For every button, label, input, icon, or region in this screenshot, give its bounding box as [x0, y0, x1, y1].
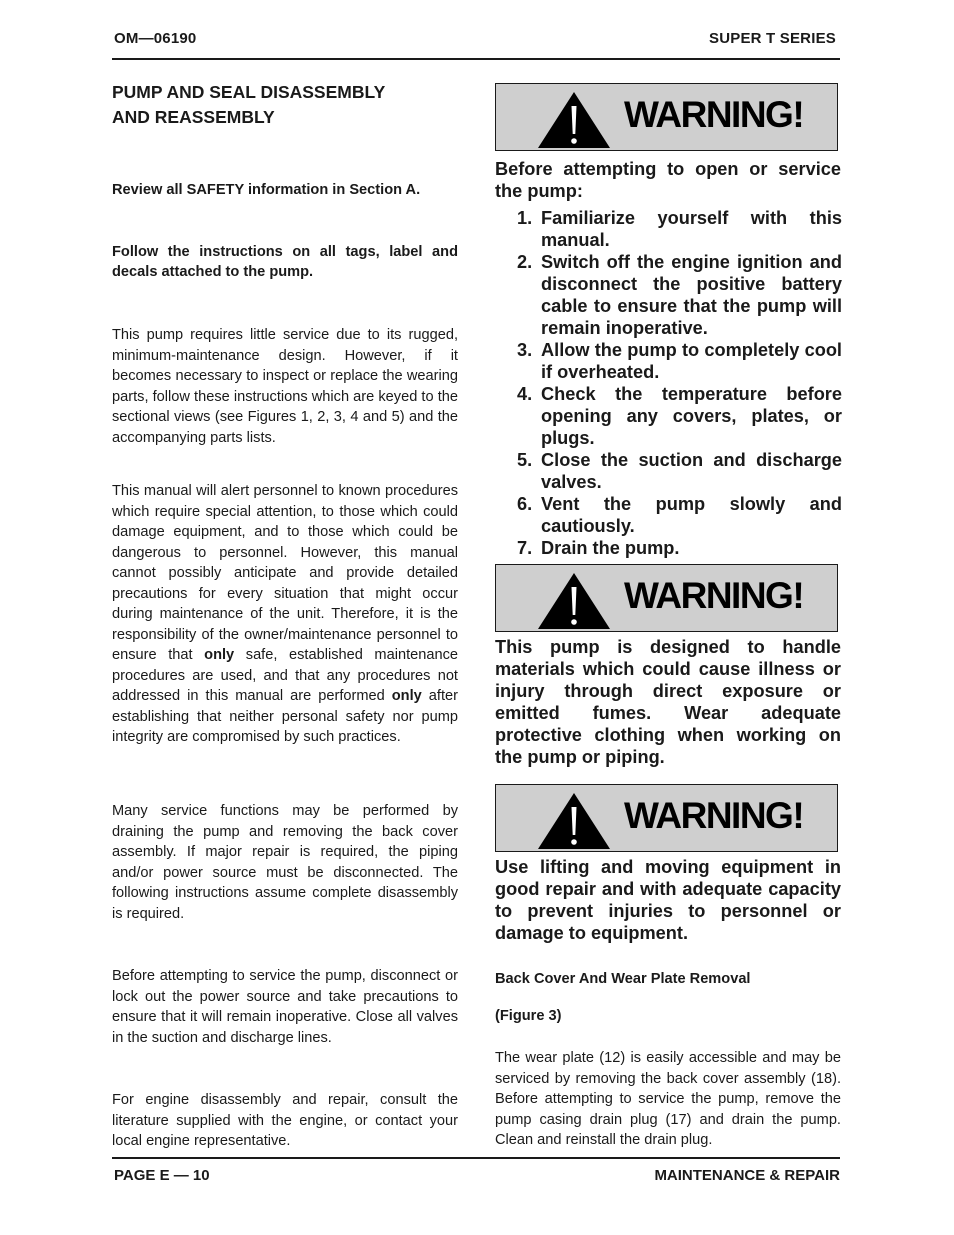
alert-emphasis-1: only	[204, 647, 235, 663]
warning-label: WARNING!	[624, 94, 804, 135]
power-source-paragraph: Before attempting to service the pump, disconnect or lock out the power source and take precautions to ensure that it will remain inoperative. Close all valves in the suction and discharge lines.	[112, 968, 458, 1046]
step-number: 5.	[517, 450, 533, 470]
step-text: Close the suction and discharge valves.	[541, 450, 842, 492]
section-title-line2: AND REASSEMBLY	[112, 107, 275, 127]
list-item	[517, 207, 842, 251]
page-number: PAGE E — 10	[114, 1167, 210, 1184]
warning-box-3	[495, 784, 838, 852]
step-number: 3.	[517, 340, 533, 360]
warning-triangle-icon	[536, 90, 612, 150]
alert-emphasis-2: only	[391, 688, 422, 704]
service-functions-paragraph: Many service functions may be performed by draining the pump and removing the back cover assembly. If major repair is required, the piping and/or power source must be disconnected. The following instructions assume complete disassembly is required.	[112, 803, 458, 922]
list-item	[517, 449, 842, 493]
warning-box-1	[495, 83, 838, 151]
warning-3-text: Use lifting and moving equipment in good repair and with adequate capacity to prevent injuries to personnel or damage to equipment.	[495, 857, 841, 943]
step-text: Switch off the engine ignition and disconnect the positive battery cable to ensure that the pump will remain inoperative.	[541, 252, 842, 338]
list-item	[517, 383, 842, 449]
step-text: Familiarize yourself with this manual.	[541, 208, 842, 250]
tags-note: Follow the instructions on all tags, label and decals attached to the pump.	[112, 244, 458, 280]
warning-triangle-icon	[536, 791, 612, 851]
step-number: 6.	[517, 494, 533, 514]
section-title	[112, 80, 458, 130]
alert-text-1: This manual will alert personnel to known procedures which require special attention, to those which could damage equipment, and to those which could be dangerous to personnel. However, this manual cannot possibly anticipate and provide detailed precautions for every situation that might occur during maintenance of the unit. Therefore, it is the responsibility of the owner/maintenance personnel to ensure that	[112, 483, 458, 663]
alert-text-2: safe, established maintenance procedures are used, and that any procedures not addressed in this manual are performed	[112, 647, 459, 704]
step-number: 2.	[517, 252, 533, 272]
step-text: Drain the pump.	[541, 538, 680, 558]
alert-paragraph	[112, 481, 458, 748]
warning-1-intro: Before attempting to open or service the pump:	[495, 159, 841, 201]
series-title: SUPER T SERIES	[709, 30, 836, 47]
step-number: 4.	[517, 384, 533, 404]
header-rule	[112, 58, 840, 60]
list-item	[517, 537, 842, 559]
figure-reference: (Figure 3)	[495, 1008, 562, 1024]
warning-label: WARNING!	[624, 575, 804, 616]
list-item	[517, 339, 842, 383]
step-number: 1.	[517, 208, 533, 228]
warning-2-text: This pump is designed to handle materials which could cause illness or injury through direct exposure or emitted fumes. Wear adequate protective clothing when working on the pump or piping.	[495, 637, 841, 767]
step-text: Vent the pump slowly and cautiously.	[541, 494, 842, 536]
sub-heading: Back Cover And Wear Plate Removal	[495, 971, 751, 987]
step-text: Allow the pump to completely cool if overheated.	[541, 340, 842, 382]
alert-text-3: after establishing that neither personal safety nor pump integrity are compromised by such practices.	[112, 688, 458, 745]
wear-plate-paragraph: The wear plate (12) is easily accessible and may be serviced by removing the back cover assembly (18). Before attempting to service the pump, remove the pump casing drain plug (17) and drain the pump. Clean and reinstall the drain plug.	[495, 1050, 841, 1148]
doc-number: OM—06190	[114, 30, 197, 47]
step-text: Check the temperature before opening any covers, plates, or plugs.	[541, 384, 842, 448]
footer-section: MAINTENANCE & REPAIR	[654, 1167, 840, 1184]
safety-note: Review all SAFETY information in Section A.	[112, 182, 421, 198]
footer-rule	[112, 1157, 840, 1159]
warning-label: WARNING!	[624, 795, 804, 836]
list-item	[517, 251, 842, 339]
list-item	[517, 493, 842, 537]
section-title-line1: PUMP AND SEAL DISASSEMBLY	[112, 82, 386, 102]
service-paragraph: This pump requires little service due to its rugged, minimum-maintenance design. However, if it becomes necessary to inspect or replace the wearing parts, follow these instructions which are keyed to the sectional views (see Figures 1, 2, 3, 4 and 5) and the accompanying parts lists.	[112, 327, 458, 446]
warning-triangle-icon	[536, 571, 612, 631]
warning-1-steps	[517, 207, 842, 559]
engine-paragraph: For engine disassembly and repair, consult the literature supplied with the engine, or contact your local engine representative.	[112, 1092, 458, 1149]
step-number: 7.	[517, 538, 533, 558]
warning-box-2	[495, 564, 838, 632]
